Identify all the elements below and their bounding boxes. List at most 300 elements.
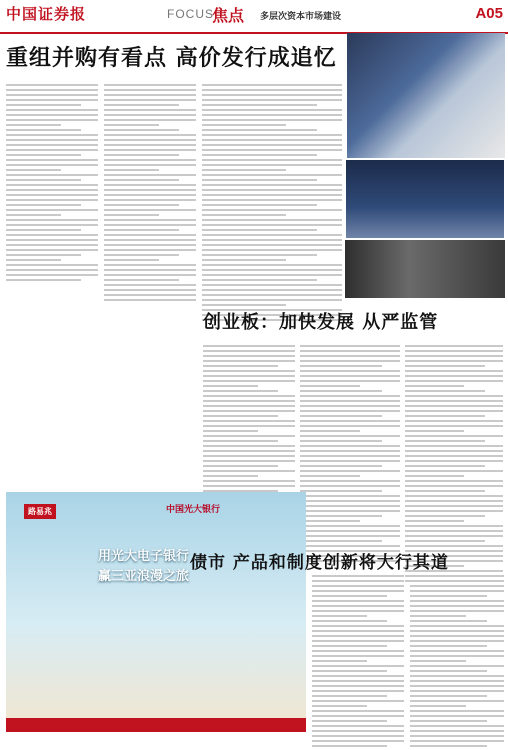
text-line-placeholder (202, 104, 317, 106)
text-line-placeholder (202, 264, 342, 266)
ad-brand-logo: 路易兆 (24, 504, 56, 519)
text-line-placeholder (104, 244, 196, 246)
text-line-placeholder (104, 219, 196, 221)
text-line-placeholder (6, 104, 81, 106)
text-line-placeholder (300, 450, 400, 452)
text-line-placeholder (300, 485, 400, 487)
text-line-placeholder (405, 405, 503, 407)
text-line-placeholder (312, 730, 404, 732)
text-line-placeholder (410, 650, 504, 652)
text-line-placeholder (300, 530, 400, 532)
text-line-placeholder (104, 229, 179, 231)
text-line-placeholder (410, 705, 466, 707)
text-line-placeholder (202, 224, 342, 226)
text-line-placeholder (410, 645, 487, 647)
text-line-placeholder (410, 670, 487, 672)
text-line-placeholder (202, 184, 342, 186)
advertisement[interactable] (6, 492, 306, 732)
text-line-placeholder (312, 585, 404, 587)
text-line-placeholder (104, 194, 196, 196)
text-line-placeholder (104, 144, 196, 146)
text-line-placeholder (202, 194, 342, 196)
text-line-placeholder (6, 214, 61, 216)
text-line-placeholder (202, 139, 342, 141)
text-line-placeholder (312, 590, 404, 592)
text-line-placeholder (312, 605, 404, 607)
text-line-placeholder (300, 520, 360, 522)
text-line-placeholder (300, 545, 400, 547)
text-line-placeholder (202, 119, 342, 121)
text-line-placeholder (312, 690, 404, 692)
article-column-2 (104, 84, 196, 304)
text-line-placeholder (202, 289, 342, 291)
text-line-placeholder (405, 470, 503, 472)
text-line-placeholder (203, 460, 295, 462)
text-line-placeholder (6, 209, 98, 211)
text-line-placeholder (300, 455, 400, 457)
article-column-1 (6, 84, 98, 284)
text-line-placeholder (6, 194, 98, 196)
text-line-placeholder (300, 395, 400, 397)
text-line-placeholder (6, 99, 98, 101)
text-line-placeholder (405, 515, 485, 517)
top-photo (347, 33, 505, 158)
text-line-placeholder (202, 129, 317, 131)
text-line-placeholder (202, 174, 342, 176)
text-line-placeholder (405, 355, 503, 357)
text-line-placeholder (202, 304, 286, 306)
text-line-placeholder (202, 234, 342, 236)
text-line-placeholder (405, 395, 503, 397)
text-line-placeholder (300, 385, 360, 387)
text-line-placeholder (405, 510, 503, 512)
text-line-placeholder (405, 425, 503, 427)
text-line-placeholder (410, 595, 487, 597)
text-line-placeholder (410, 680, 504, 682)
text-line-placeholder (405, 370, 503, 372)
text-line-placeholder (203, 415, 278, 417)
article-column-8 (410, 575, 504, 750)
text-line-placeholder (6, 254, 81, 256)
text-line-placeholder (300, 460, 400, 462)
text-line-placeholder (202, 94, 342, 96)
text-line-placeholder (405, 540, 485, 542)
text-line-placeholder (405, 430, 464, 432)
text-line-placeholder (104, 284, 196, 286)
text-line-placeholder (6, 204, 81, 206)
text-line-placeholder (203, 400, 295, 402)
text-line-placeholder (312, 655, 404, 657)
text-line-placeholder (203, 455, 295, 457)
text-line-placeholder (104, 294, 196, 296)
text-line-placeholder (104, 84, 196, 86)
text-line-placeholder (410, 695, 487, 697)
text-line-placeholder (312, 680, 404, 682)
text-line-placeholder (300, 360, 400, 362)
text-line-placeholder (405, 450, 503, 452)
text-line-placeholder (203, 375, 295, 377)
text-line-placeholder (410, 585, 504, 587)
text-line-placeholder (202, 284, 342, 286)
text-line-placeholder (6, 219, 98, 221)
text-line-placeholder (410, 660, 466, 662)
text-line-placeholder (202, 149, 342, 151)
text-line-placeholder (300, 470, 400, 472)
text-line-placeholder (410, 710, 504, 712)
text-line-placeholder (202, 89, 342, 91)
text-line-placeholder (6, 159, 98, 161)
text-line-placeholder (6, 234, 98, 236)
article-column-3 (202, 84, 342, 324)
text-line-placeholder (300, 430, 360, 432)
text-line-placeholder (410, 675, 504, 677)
text-line-placeholder (312, 580, 404, 582)
text-line-placeholder (300, 355, 400, 357)
text-line-placeholder (104, 159, 196, 161)
text-line-placeholder (202, 219, 342, 221)
text-line-placeholder (202, 144, 342, 146)
text-line-placeholder (410, 740, 504, 742)
text-line-placeholder (405, 535, 503, 537)
text-line-placeholder (104, 184, 196, 186)
text-line-placeholder (312, 700, 404, 702)
text-line-placeholder (312, 735, 404, 737)
text-line-placeholder (6, 84, 98, 86)
text-line-placeholder (410, 610, 504, 612)
text-line-placeholder (405, 455, 503, 457)
text-line-placeholder (405, 520, 464, 522)
text-line-placeholder (203, 410, 295, 412)
text-line-placeholder (410, 620, 487, 622)
section-name-en: FOCUS (167, 7, 214, 21)
text-line-placeholder (202, 154, 317, 156)
second-headline-block (203, 308, 505, 340)
text-line-placeholder (104, 299, 196, 301)
text-line-placeholder (300, 490, 382, 492)
text-line-placeholder (312, 660, 367, 662)
text-line-placeholder (6, 94, 98, 96)
text-line-placeholder (312, 645, 387, 647)
text-line-placeholder (405, 390, 485, 392)
text-line-placeholder (300, 540, 382, 542)
text-line-placeholder (104, 129, 179, 131)
text-line-placeholder (6, 144, 98, 146)
text-line-placeholder (203, 480, 295, 482)
main-headline: 重组并购有看点 高价发行成追忆 (6, 46, 337, 71)
right-photo (346, 160, 504, 238)
text-line-placeholder (312, 710, 404, 712)
text-line-placeholder (202, 279, 317, 281)
text-line-placeholder (6, 184, 98, 186)
text-line-placeholder (202, 269, 342, 271)
text-line-placeholder (312, 695, 387, 697)
text-line-placeholder (202, 204, 317, 206)
text-line-placeholder (300, 480, 400, 482)
text-line-placeholder (312, 685, 404, 687)
text-line-placeholder (312, 740, 404, 742)
text-line-placeholder (6, 249, 98, 251)
text-line-placeholder (203, 380, 295, 382)
text-line-placeholder (104, 269, 196, 271)
text-line-placeholder (6, 224, 98, 226)
text-line-placeholder (104, 279, 179, 281)
text-line-placeholder (203, 405, 295, 407)
text-line-placeholder (6, 244, 98, 246)
text-line-placeholder (405, 415, 485, 417)
section-subtitle: 多层次资本市场建设 (260, 12, 342, 22)
text-line-placeholder (410, 665, 504, 667)
text-line-placeholder (104, 239, 196, 241)
text-line-placeholder (300, 410, 400, 412)
text-line-placeholder (300, 465, 382, 467)
text-line-placeholder (104, 174, 196, 176)
text-line-placeholder (405, 375, 503, 377)
text-line-placeholder (410, 640, 504, 642)
text-line-placeholder (104, 234, 196, 236)
text-line-placeholder (300, 525, 400, 527)
text-line-placeholder (405, 500, 503, 502)
text-line-placeholder (405, 445, 503, 447)
text-line-placeholder (300, 510, 400, 512)
text-line-placeholder (410, 625, 504, 627)
text-line-placeholder (410, 600, 504, 602)
text-line-placeholder (202, 109, 342, 111)
text-line-placeholder (104, 134, 196, 136)
text-line-placeholder (202, 84, 342, 86)
text-line-placeholder (203, 485, 295, 487)
text-line-placeholder (300, 425, 400, 427)
text-line-placeholder (104, 204, 179, 206)
text-line-placeholder (104, 249, 196, 251)
text-line-placeholder (410, 605, 504, 607)
text-line-placeholder (405, 505, 503, 507)
text-line-placeholder (410, 725, 504, 727)
text-line-placeholder (300, 495, 400, 497)
text-line-placeholder (405, 480, 503, 482)
text-line-placeholder (300, 435, 400, 437)
text-line-placeholder (410, 735, 504, 737)
text-line-placeholder (312, 675, 404, 677)
text-line-placeholder (300, 390, 382, 392)
text-line-placeholder (405, 495, 503, 497)
text-line-placeholder (202, 164, 342, 166)
text-line-placeholder (203, 465, 278, 467)
text-line-placeholder (300, 345, 400, 347)
text-line-placeholder (312, 620, 387, 622)
text-line-placeholder (6, 164, 98, 166)
text-line-placeholder (104, 214, 159, 216)
text-line-placeholder (202, 214, 286, 216)
text-line-placeholder (202, 229, 317, 231)
text-line-placeholder (405, 400, 503, 402)
text-line-placeholder (6, 109, 98, 111)
text-line-placeholder (300, 505, 400, 507)
text-line-placeholder (410, 580, 504, 582)
text-line-placeholder (104, 254, 179, 256)
text-line-placeholder (405, 380, 503, 382)
text-line-placeholder (312, 650, 404, 652)
text-line-placeholder (104, 179, 179, 181)
text-line-placeholder (6, 154, 81, 156)
text-line-placeholder (104, 94, 196, 96)
text-line-placeholder (104, 164, 196, 166)
text-line-placeholder (405, 465, 485, 467)
text-line-placeholder (405, 360, 503, 362)
text-line-placeholder (312, 745, 387, 747)
text-line-placeholder (300, 440, 382, 442)
text-line-placeholder (405, 350, 503, 352)
text-line-placeholder (202, 159, 342, 161)
text-line-placeholder (202, 294, 342, 296)
third-headline: 债市 产品和制度创新将大行其道 (190, 553, 449, 573)
article-column-7 (312, 575, 404, 750)
text-line-placeholder (405, 420, 503, 422)
text-line-placeholder (300, 380, 400, 382)
text-line-placeholder (6, 119, 98, 121)
text-line-placeholder (6, 129, 81, 131)
text-line-placeholder (405, 365, 485, 367)
text-line-placeholder (405, 530, 503, 532)
text-line-placeholder (300, 500, 400, 502)
text-line-placeholder (104, 124, 159, 126)
text-line-placeholder (202, 189, 342, 191)
text-line-placeholder (203, 440, 278, 442)
text-line-placeholder (203, 430, 258, 432)
text-line-placeholder (312, 715, 404, 717)
text-line-placeholder (6, 174, 98, 176)
text-line-placeholder (203, 365, 278, 367)
text-line-placeholder (312, 630, 404, 632)
text-line-placeholder (312, 725, 404, 727)
article-column-5 (300, 345, 400, 565)
text-line-placeholder (312, 670, 387, 672)
text-line-placeholder (6, 89, 98, 91)
page-header (0, 0, 508, 34)
text-line-placeholder (6, 199, 98, 201)
masthead: 中国证券报 (6, 5, 87, 23)
text-line-placeholder (410, 730, 504, 732)
text-line-placeholder (203, 390, 278, 392)
text-line-placeholder (300, 445, 400, 447)
text-line-placeholder (405, 345, 503, 347)
text-line-placeholder (6, 189, 98, 191)
text-line-placeholder (6, 139, 98, 141)
text-line-placeholder (104, 109, 196, 111)
text-line-placeholder (312, 635, 404, 637)
text-line-placeholder (203, 350, 295, 352)
ad-footer-bar (6, 718, 306, 732)
text-line-placeholder (203, 425, 295, 427)
text-line-placeholder (202, 249, 342, 251)
page-number: A05 (475, 5, 503, 22)
text-line-placeholder (202, 254, 317, 256)
text-line-placeholder (300, 375, 400, 377)
text-line-placeholder (202, 244, 342, 246)
text-line-placeholder (410, 685, 504, 687)
text-line-placeholder (312, 615, 367, 617)
text-line-placeholder (104, 199, 196, 201)
text-line-placeholder (405, 435, 503, 437)
text-line-placeholder (6, 134, 98, 136)
text-line-placeholder (6, 274, 98, 276)
text-line-placeholder (300, 370, 400, 372)
text-line-placeholder (312, 705, 367, 707)
text-line-placeholder (202, 259, 286, 261)
third-headline-block (190, 548, 508, 573)
text-line-placeholder (203, 435, 295, 437)
text-line-placeholder (300, 400, 400, 402)
text-line-placeholder (405, 545, 503, 547)
text-line-placeholder (202, 179, 317, 181)
text-line-placeholder (203, 470, 295, 472)
text-line-placeholder (202, 239, 342, 241)
text-line-placeholder (410, 715, 504, 717)
text-line-placeholder (6, 124, 61, 126)
text-line-placeholder (104, 189, 196, 191)
section-name-cn: 焦点 (212, 6, 245, 25)
text-line-placeholder (405, 525, 503, 527)
text-line-placeholder (203, 420, 295, 422)
middle-photo (345, 240, 505, 298)
text-line-placeholder (104, 209, 196, 211)
second-headline: 创业板：加快发展 从严监管 (203, 312, 439, 333)
ad-bank-logo: 中国光大银行 (166, 505, 221, 515)
text-line-placeholder (203, 445, 295, 447)
text-line-placeholder (6, 179, 81, 181)
text-line-placeholder (410, 635, 504, 637)
text-line-placeholder (203, 360, 295, 362)
text-line-placeholder (312, 595, 387, 597)
text-line-placeholder (300, 515, 382, 517)
text-line-placeholder (6, 169, 61, 171)
text-line-placeholder (410, 575, 504, 577)
text-line-placeholder (202, 299, 342, 301)
text-line-placeholder (6, 279, 81, 281)
text-line-placeholder (104, 274, 196, 276)
text-line-placeholder (312, 625, 404, 627)
text-line-placeholder (405, 460, 503, 462)
text-line-placeholder (405, 385, 464, 387)
text-line-placeholder (104, 169, 159, 171)
text-line-placeholder (6, 114, 98, 116)
text-line-placeholder (410, 615, 466, 617)
text-line-placeholder (300, 535, 400, 537)
ad-title: 用光大电子银行 赢三亚浪漫之旅 (98, 549, 190, 584)
text-line-placeholder (405, 490, 485, 492)
text-line-placeholder (300, 405, 400, 407)
text-line-placeholder (104, 104, 179, 106)
text-line-placeholder (202, 169, 286, 171)
text-line-placeholder (104, 154, 179, 156)
text-line-placeholder (202, 274, 342, 276)
text-line-placeholder (203, 475, 258, 477)
text-line-placeholder (405, 410, 503, 412)
text-line-placeholder (410, 655, 504, 657)
text-line-placeholder (202, 209, 342, 211)
text-line-placeholder (203, 355, 295, 357)
text-line-placeholder (202, 114, 342, 116)
text-line-placeholder (104, 89, 196, 91)
text-line-placeholder (202, 134, 342, 136)
text-line-placeholder (312, 665, 404, 667)
text-line-placeholder (410, 720, 487, 722)
text-line-placeholder (203, 450, 295, 452)
text-line-placeholder (104, 289, 196, 291)
text-line-placeholder (312, 600, 404, 602)
text-line-placeholder (6, 239, 98, 241)
text-line-placeholder (203, 395, 295, 397)
text-line-placeholder (6, 264, 98, 266)
